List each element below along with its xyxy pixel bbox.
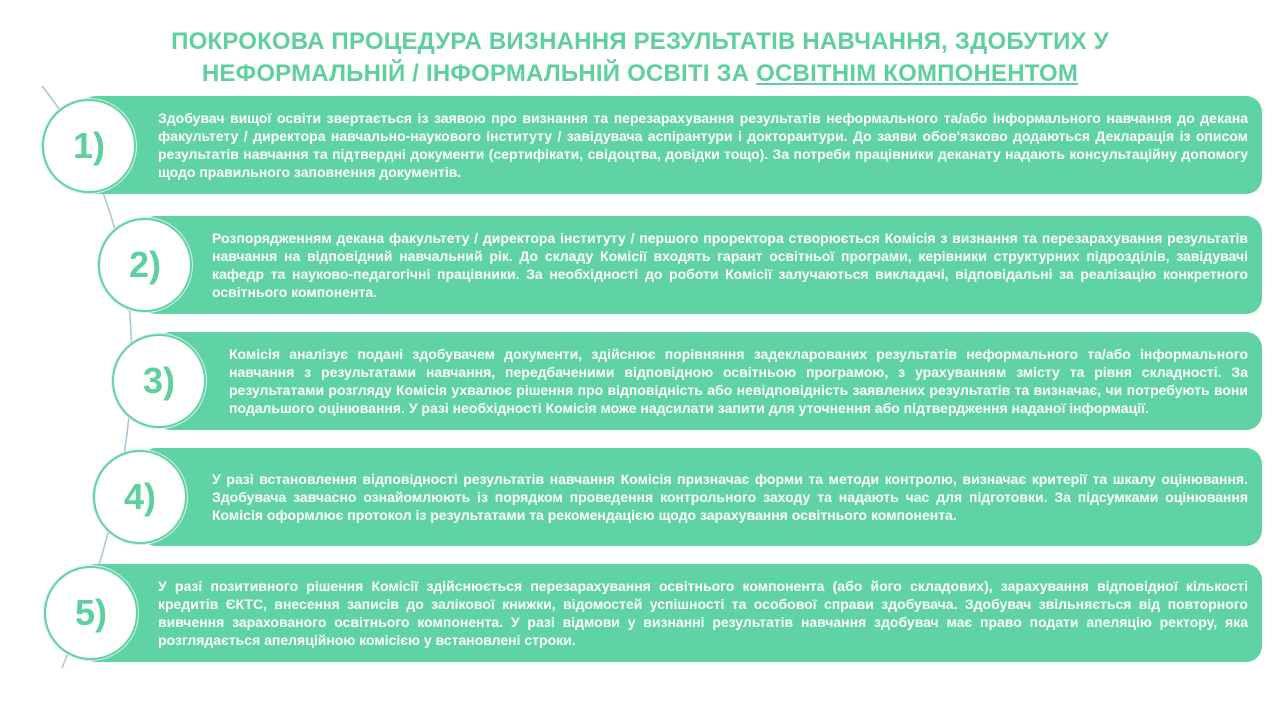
step-1-badge: 1) xyxy=(42,99,136,193)
step-2-box xyxy=(140,216,1262,314)
step-4-box xyxy=(140,448,1262,546)
title-line-2-underlined: ОСВІТНІМ КОМПОНЕНТОМ xyxy=(756,60,1079,87)
step-5-badge: 5) xyxy=(44,566,138,660)
step-1-box xyxy=(80,96,1262,194)
step-1-text: Здобувач вищої освіти звертається із заявою про визнання та перезарахування результатів неформального та/або інформального навчання до декана факультету / директора навчально-наукового інституту / завідувача аспірантури і докторантури. До заяви обов'язково додаються Декларація із описом результатів навчання та підтвердні документи (сертифікати, свідоцтва, довідки тощо). За потреби працівники деканату надають консультаційну допомогу щодо правильного заповнення документів. xyxy=(158,110,1248,180)
step-5-box xyxy=(80,564,1262,662)
step-2-text: Розпорядженням декана факультету / директора інституту / першого проректора створюється Комісія з визнання та перезарахування результатів навчання на відповідний навчальний рік. До складу Комісії входять гарант освітньої програми, керівники структурних підрозділів, завідувачі кафедр та науково-педагогічні працівники. За необхідності до роботи Комісії залучаються викладачі, відповідальні за реалізацію конкретного освітнього компонента. xyxy=(212,230,1248,300)
step-3-text: Комісія аналізує подані здобувачем документи, здійснює порівняння задекларованих результатів неформального та/або інформального навчання з результатами навчання, передбаченими відповідною освітньою програмою, з урахуванням змісту та рівня складності. За результатами розгляду Комісія ухвалює рішення про відповідність або невідповідність заявлених результатів та визначає, чи потребують вони подальшого оцінювання. У разі необхідності Комісія може надсилати запити для уточнення або підтвердження наданої інформації. xyxy=(229,346,1248,416)
step-3-box xyxy=(155,332,1262,430)
step-2-badge: 2) xyxy=(98,218,192,312)
step-4-text: У разі встановлення відповідності результатів навчання Комісія призначає форми та методи контролю, визначає критерії та шкалу оцінювання. Здобувача завчасно ознайомлюють із порядком проведення контрольного заходу та надають час для підготовки. За підсумками оцінювання Комісія оформлює протокол із результатами та рекомендацією щодо зарахування освітнього компонента. xyxy=(212,471,1248,523)
title-line-1: ПОКРОКОВА ПРОЦЕДУРА ВИЗНАННЯ РЕЗУЛЬТАТІВ НАВЧАННЯ, ЗДОБУТИХ У xyxy=(171,28,1109,55)
title-line-2-prefix: НЕФОРМАЛЬНІЙ / ІНФОРМАЛЬНІЙ ОСВІТІ ЗА xyxy=(201,60,757,87)
step-3-badge: 3) xyxy=(112,334,206,428)
step-5-text: У разі позитивного рішення Комісії здійснюється перезарахування освітнього компонента (або його складових), зарахування відповідної кількості кредитів ЄКТС, внесення записів до залікової книжки, відомостей успішності та особової справи здобувача. Здобувач звільняється від повторного вивчення зарахованого освітнього компонента. У разі відмови у визнанні результатів навчання здобувач має право подати апеляцію ректору, яка розглядається апеляційною комісією у встановлені строки. xyxy=(158,578,1248,648)
step-4-badge: 4) xyxy=(93,450,187,544)
